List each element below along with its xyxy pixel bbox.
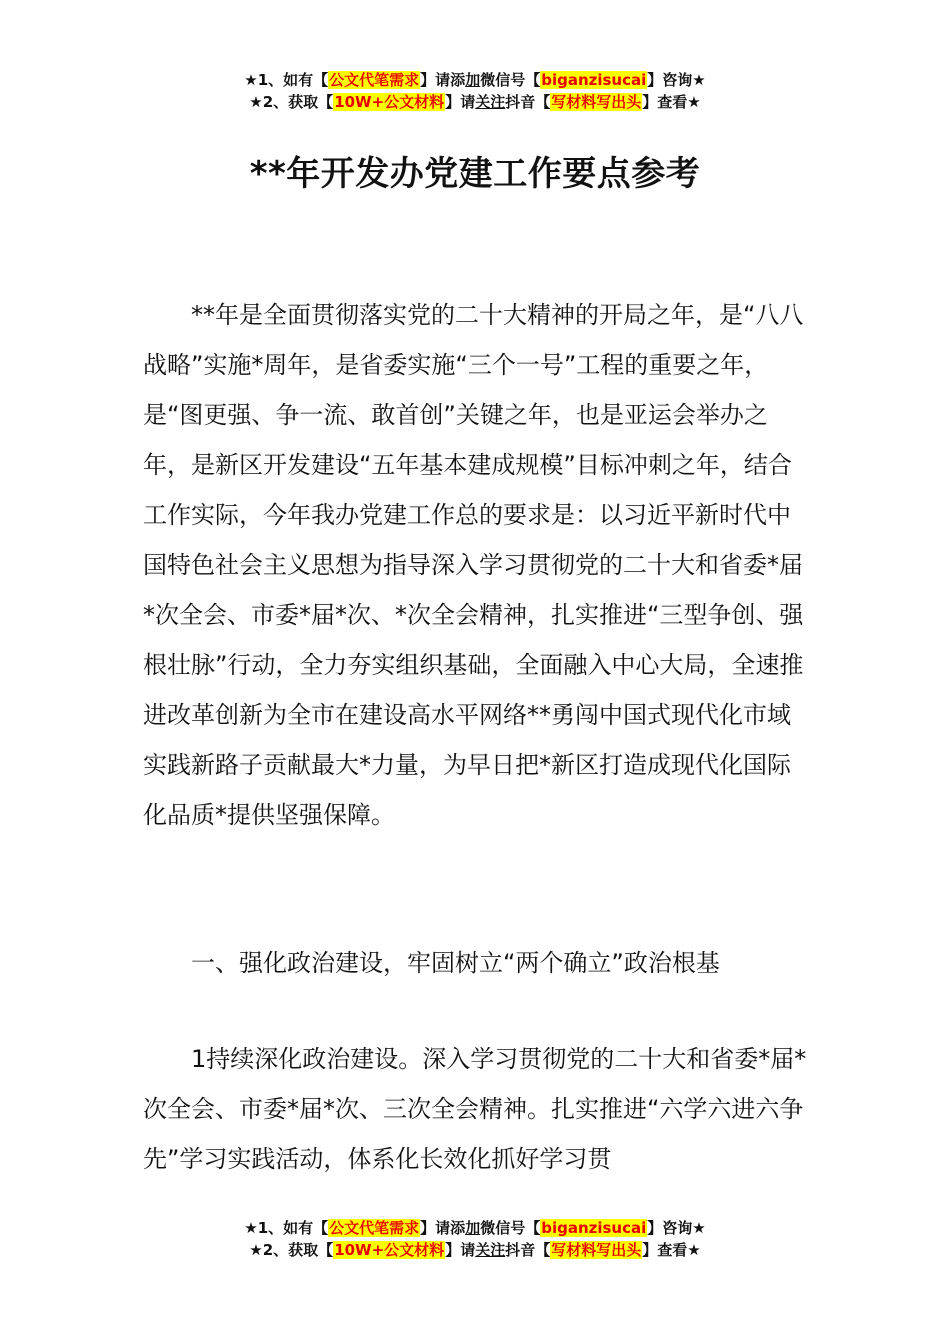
header-banner [0,69,950,113]
banner-underlined: 加 [465,71,481,89]
banner-underlined: 关注 [475,93,506,111]
banner-underlined: 加 [465,1219,481,1237]
banner-text: 】请添 [420,71,466,89]
banner-line-1 [0,69,950,91]
highlight-materials: 10W+公文材料 [334,93,445,111]
section-1-item-1: 1持续深化政治建设。深入学习贯彻党的二十大和省委*届*次全会、市委*届*次、三次全会精神。扎实推进“六学六进六争先”学习实践活动，体系化长效化抓好学习贯 [143,1045,807,1173]
highlight-materials: 10W+公文材料 [334,1241,445,1259]
highlight-wechat-id: biganzisucai [541,1219,647,1237]
banner-text: 】请添 [420,1219,466,1237]
footer-banner [0,1217,950,1261]
highlight-douyin: 写材料写出头 [551,1241,642,1259]
banner-text: 】请 [445,1241,476,1259]
intro-block [143,290,813,840]
banner-text: 】查看★ [642,1241,701,1259]
highlight-service: 公文代笔需求 [329,1219,420,1237]
banner-text: 抖音【 [505,1241,551,1259]
highlight-wechat-id: biganzisucai [541,71,647,89]
banner-text: 微信号【 [480,71,541,89]
banner-text: 微信号【 [480,1219,541,1237]
section-1-item-block [143,1034,813,1184]
highlight-douyin: 写材料写出头 [551,93,642,111]
section-1-block [143,938,813,988]
banner-text: 】查看★ [642,93,701,111]
banner-text: 】咨询★ [647,71,706,89]
banner-text: 】请 [445,93,476,111]
section-1-heading: 一、强化政治建设，牢固树立“两个确立”政治根基 [191,949,720,977]
banner-text: ★1、如有【 [244,1219,329,1237]
banner-line-2 [0,91,950,113]
banner-text: ★2、获取【 [249,93,334,111]
banner-line-1 [0,1217,950,1239]
document-title: **年开发办党建工作要点参考 [249,154,701,194]
highlight-service: 公文代笔需求 [329,71,420,89]
intro-paragraph: **年是全面贯彻落实党的二十大精神的开局之年，是“八八战略”实施*周年，是省委实施“三个一号”工程的重要之年，是“图更强、争一流、敢首创”关键之年，也是亚运会举办之年，是新区开发建设“五年基本建成规模”目标冲刺之年，结合工作实际，今年我办党建工作总的要求是：以习近平新时代中国特色社会主义思想为指导深入学习贯彻党的二十大和省委*届*次全会、市委*届*次、*次全会精神，扎实推进“三型争创、强根壮脉”行动，全力夯实组织基础，全面融入中心大局，全速推进改革创新为全市在建设高水平网络**勇闯中国式现代化市域实践新路子贡献最大*力量，为早日把*新区打造成现代化国际化品质*提供坚强保障。 [143,301,804,829]
banner-underlined: 关注 [475,1241,506,1259]
banner-text: 】咨询★ [647,1219,706,1237]
banner-text: ★2、获取【 [249,1241,334,1259]
banner-text: ★1、如有【 [244,71,329,89]
banner-text: 抖音【 [505,93,551,111]
banner-line-2 [0,1239,950,1261]
